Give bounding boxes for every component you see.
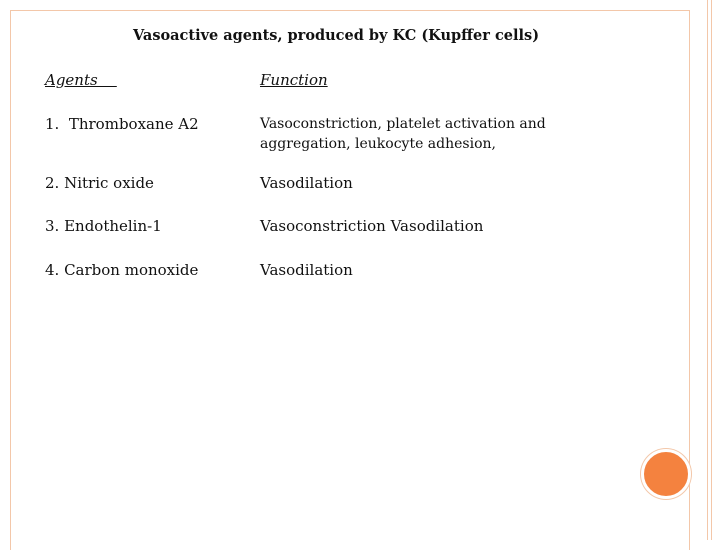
table-row-function: Vasoconstriction Vasodilation: [260, 217, 484, 235]
table-row-agent: 2. Nitric oxide: [45, 174, 154, 192]
header-agents: Agents: [45, 71, 117, 89]
table-row-agent: 3. Endothelin-1: [45, 217, 162, 235]
decorative-rule: [707, 0, 708, 540]
table-row-agent: 1. Thromboxane A2: [45, 115, 199, 133]
decorative-rule: [711, 0, 712, 540]
table-row-function: Vasodilation: [260, 261, 353, 279]
slide-title: Vasoactive agents, produced by KC (Kupffer cells): [133, 27, 540, 44]
table-row-function: Vasodilation: [260, 174, 353, 192]
slide-frame: [10, 10, 690, 550]
header-function: Function: [260, 71, 328, 89]
table-row-function: Vasoconstriction, platelet activation and aggregation, leukocyte adhesion,: [260, 116, 546, 152]
table-row-agent: 4. Carbon monoxide: [45, 261, 199, 279]
decorative-circle: [641, 449, 691, 499]
